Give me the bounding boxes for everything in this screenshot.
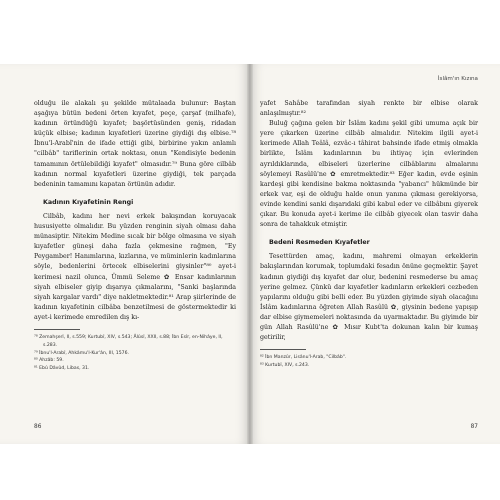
paragraph: Cilbâb, kadını her nevi erkek bakışından koruyacak hususiyette olmalıdır. Bu yüzden renginin siyah olması daha münasiptir. Nitekim Medine sıcak bir bölge olmasına ve siyah kıyafetler güneşi daha fazla çekmesine rağmen, "Ey Peygamber! Hanımlarına, kızlarına, ve müminlerin kadınlarına söyle, bedenlerini örtecek elbiselerini giysinler"⁸⁰ ayet-i kerimesi nazil olunca, Ümmü Seleme ✿ Ensar kadınlarının siyah elbiseler giyip dışarıya çıkmalarını, "Sanki başlarında siyah kargalar vardı" diye nakletmektedir.⁸¹ Arap şiirlerinde de kadının kıyafetinin cilbâba benzetilmesi de göstermektedir ki ayet-i kerimede emredilen dış kı- [34, 212, 236, 321]
footnote: ⁸¹ Ebû Dâvûd, Libas, 31. [34, 366, 90, 372]
footnote: ⁸⁰ Ahzâb: 59. [34, 358, 64, 364]
footnote: ⁷⁸ Zemahşerî, II, s.559; Kurtubî, XIV, s.543; Âlûsî, XXII, s.88; İbn Esîr, en-Nihâye, II, s.283. [34, 334, 223, 348]
footnote-rule [260, 349, 306, 350]
footnote: ⁷⁹ İbnu'l-Arabî, Ahkâmu'l-Kur'ân, III, 1576. [34, 350, 129, 356]
page-number: 86 [34, 424, 42, 430]
section-heading: Bedeni Resmeden Kıyafetler [269, 239, 370, 247]
footnote: ⁸³ Kurtubî, XIV, s.243. [260, 362, 310, 368]
page-number: 87 [470, 424, 478, 430]
footnote-rule [34, 329, 80, 330]
footnotes [260, 354, 478, 370]
book-gutter [247, 64, 253, 444]
footnote: ⁸² İbn Manzûr, Lisânu'l-Arab, "Cilbâb". [260, 355, 347, 361]
right-page-body [260, 99, 478, 343]
paragraph: Buluğ çağına gelen bir İslâm kadını şekil gibi umuma açık bir yere çıkarken üzerine cilbâb almalıdır. Nitekim ilgili ayet-i kerimede Allah Teâlâ, ezvâc-ı tâhirat bahsinde ifade etmiş olmakla birlikte, İslâm kadınlarının bu ihtiyaç için evlerinden ayrıldıklarında, elbiseleri üzerlerine cilbâblarını almalarını söylemeyi Rasûlü'ne ✿ emretmektedir.⁸³ Eğer kadın, evde eşinin kardeşi gibi kendisine bakma noktasında "yabancı" hükmünde bir erkek var, eşi de olduğu halde onun yanına çıkması gerekiyorsa, evinde kendini sanki dışarıdaki gibi kabul eder ve cilbâbını giyerek çıkar. Bu konuda ayet-i kerime ile cilbâb giyecek olan tasvir daha sonra de tahakkuk etmiştir. [260, 120, 478, 229]
paragraph: olduğu ile alakalı şu şekilde mütalaada bulunur: Baştan aşağıya bütün bedeni örten kıyafet, peçe, çarşaf (milhafe), kadının örtündüğü kıyafet; başörtüsünden geniş, ridadan küçük elbise; kadının kıyafetleri üzerine giydiği dış elbise.⁷⁸ İbnu'l-Arabî'nin de ifade ettiği gibi, birbirine yakın anlamlı "cilbâb" tariflerinin ortak noktası, onun "Kendisiyle bedenin tamamının örtülebildiği kıyafet" olmasıdır.⁷⁹ Buna göre cilbâb kadının normal kıyafetleri üzerine giydiği, tek parçada bedeninin tamamını kapatan örtünün adıdır. [34, 100, 236, 188]
left-page [0, 64, 250, 444]
paragraph: Tesettürden amaç, kadını, mahremi olmayan erkeklerin bakışlarından korumak, toplumdaki fesadın önüne geçmektir. Şayet kadının giydiği dış kıyafet dar olur, bedenini resmederse bu amaç yerine gelmez. Çünkü dar kıyafetler kadınların erkekleri cezbeden yapılarını olduğu gibi belli eder. Bu yüzden giyimde siyah olacağını İslâm kadınlarına öğreten Allah Rasûlü ✿, giysinin bedene yapışıp dar elbise giymemeleri noktasında da uyarmaktadır. Bu giyimde bir gün Allah Rasûlü'ne ✿ Mısır Kubt'ta dokunan kalın bir kumaş getirilir, [260, 253, 478, 342]
left-page-body [34, 99, 236, 323]
right-page [250, 64, 500, 444]
running-head: İslâm'ın Kızına [437, 76, 478, 82]
section-heading: Kadının Kıyafetinin Rengi [43, 198, 134, 206]
paragraph: yafet Sahâbe tarafından siyah renkte bir elbise olarak anlaşılmıştır.⁸² [260, 100, 478, 118]
footnotes [34, 334, 236, 373]
